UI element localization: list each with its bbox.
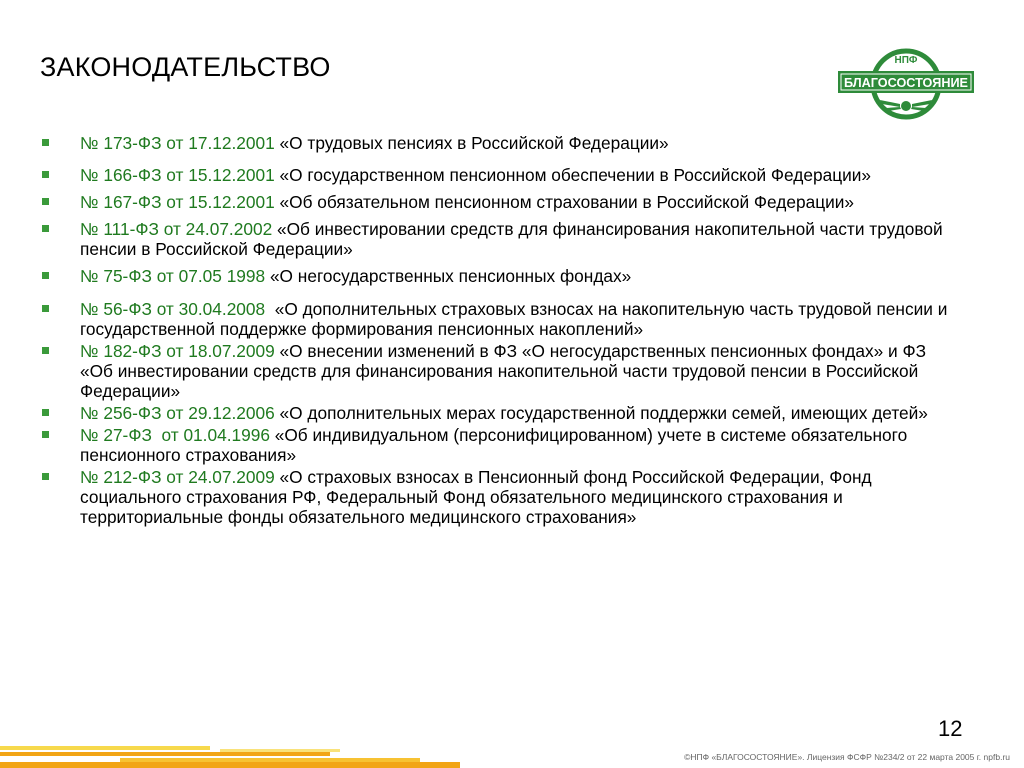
logo-main-text: БЛАГОСОСТОЯНИЕ [844, 75, 969, 90]
law-number: № 173-ФЗ от 17.12.2001 [80, 133, 275, 153]
bullet-icon [42, 409, 49, 416]
law-number: № 212-ФЗ от 24.07.2009 [80, 467, 275, 487]
bullet-icon [42, 305, 49, 312]
law-list [40, 133, 960, 527]
law-number: № 111-ФЗ от 24.07.2002 [80, 219, 273, 239]
bullet-icon [42, 431, 49, 438]
bullet-icon [42, 198, 49, 205]
law-number: № 75-ФЗ от 07.05 1998 [80, 266, 266, 286]
bullet-icon [42, 272, 49, 279]
law-number: № 256-ФЗ от 29.12.2006 [80, 403, 275, 423]
law-number: № 166-ФЗ от 15.12.2001 [80, 165, 275, 185]
law-item [40, 219, 960, 259]
law-title: «О дополнительных мерах государственной поддержки семей, имеющих детей» [274, 403, 928, 423]
page-number: 12 [938, 716, 963, 741]
bullet-icon [42, 171, 49, 178]
footer-bar [0, 738, 1024, 768]
law-number: № 56-ФЗ от 30.04.2008 [80, 299, 266, 319]
bullet-icon [42, 225, 49, 232]
law-number: № 27-ФЗ от 01.04.1996 [80, 425, 270, 445]
bullet-icon [42, 139, 49, 146]
law-title: «О негосударственных пенсионных фондах» [265, 266, 632, 286]
law-number: № 167-ФЗ от 15.12.2001 [80, 192, 275, 212]
logo-top-text: НПФ [894, 55, 918, 66]
law-item [40, 425, 960, 465]
law-title: «О государственном пенсионном обеспечении в Российской Федерации» [274, 165, 872, 185]
npf-logo [836, 46, 976, 126]
law-title: «Об обязательном пенсионном страховании в Российской Федерации» [274, 192, 855, 212]
law-title: «О страховых взносах в Пенсионный фонд Российской Федерации, Фонд социального страхования РФ, Федеральный Фонд обязательного медицинского страхования и территориальные фонды обязательного медицинского страхования» [80, 467, 872, 527]
bullet-icon [42, 473, 49, 480]
law-item [40, 341, 960, 401]
winged-wheel-icon [880, 100, 932, 111]
law-item [40, 403, 960, 423]
law-number: № 182-ФЗ от 18.07.2009 [80, 341, 275, 361]
slide-title: ЗАКОНОДАТЕЛЬСТВО [40, 52, 331, 82]
law-item [40, 266, 960, 286]
law-item [40, 192, 960, 212]
law-title: «О внесении изменений в ФЗ «О негосударственных пенсионных фондах» и ФЗ «Об инвестировании средств для финансирования накопительной части трудовой пенсии в Российской Федерации» [80, 341, 927, 401]
footer-copyright: ©НПФ «БЛАГОСОСТОЯНИЕ». Лицензия ФСФР №234/2 от 22 марта 2005 г. npfb.ru [684, 752, 1010, 762]
law-item [40, 467, 960, 527]
law-title: «О дополнительных страховых взносах на накопительную часть трудовой пенсии и государственной поддержке формирования пенсионных накоплений» [80, 299, 953, 339]
law-title: «О трудовых пенсиях в Российской Федерации» [274, 133, 669, 153]
law-item [40, 299, 960, 339]
law-title: «Об индивидуальном (персонифицированном) учете в системе обязательного пенсионного страхования» [80, 425, 908, 465]
bullet-icon [42, 347, 49, 354]
law-title: «Об инвестировании средств для финансирования накопительной части трудовой пенсии в Российской Федерации» [80, 219, 943, 259]
law-item [40, 165, 960, 185]
law-item [40, 133, 960, 153]
